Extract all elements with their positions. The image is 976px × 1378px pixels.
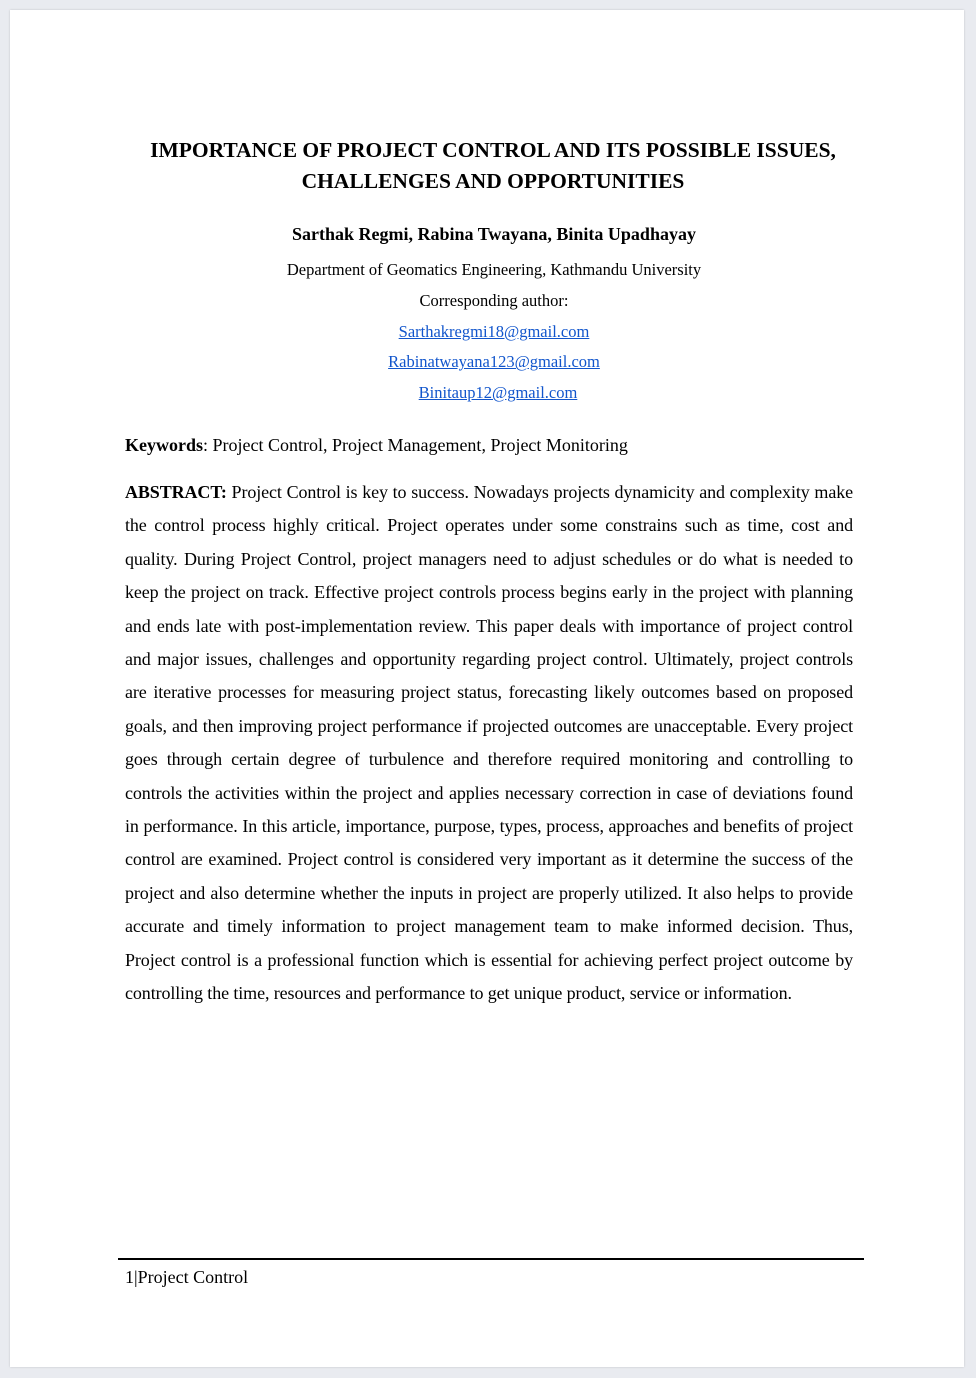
affiliation-block [10,255,964,409]
abstract-paragraph [125,476,853,1011]
document-page [10,10,964,1367]
email-link-3[interactable]: Binitaup12@gmail.com [418,383,578,403]
keywords-text: : Project Control, Project Management, Project Monitoring [203,435,628,455]
email-link-1[interactable]: Sarthakregmi18@gmail.com [398,321,590,341]
affiliation: Department of Geomatics Engineering, Kathmandu University [286,260,702,279]
paper-title-line-2: CHALLENGES AND OPPORTUNITIES [301,169,685,193]
paper-title-line-1: IMPORTANCE OF PROJECT CONTROL AND ITS POSSIBLE ISSUES, [150,138,836,162]
author-list: Sarthak Regmi, Rabina Twayana, Binita Upadhayay [292,224,696,244]
corresponding-author-label: Corresponding author: [419,290,569,310]
keywords-line [125,433,855,457]
abstract-label: ABSTRACT: [125,482,227,502]
paper-title [10,135,964,197]
footer-divider [118,1258,864,1260]
abstract-text: Project Control is key to success. Nowadays projects dynamicity and complexity make the control process highly critical. Project operates under some constrains such as time, cost and quality. During Project Control, project managers need to adjust schedules or do what is needed to keep the project on track. Effective project controls process begins early in the project with planning and ends late with post-implementation review. This paper deals with importance of project control and major issues, challenges and opportunity regarding project control. Ultimately, project controls are iterative processes for measuring project status, forecasting likely outcomes based on proposed goals, and then improving project performance if projected outcomes are unacceptable. Every project goes through certain degree of turbulence and therefore required monitoring and controlling to controls the activities within the project and applies necessary correction in case of deviations found in performance. In this article, importance, purpose, types, process, approaches and benefits of project control are examined. Project control is considered very important as it determine the success of the project and also determine whether the inputs in project are properly utilized. It also helps to provide accurate and timely information to project management team to make informed decision. Thus, Project control is a professional function which is essential for achieving perfect project outcome by controlling the time, resources and performance to get unique product, service or information. [125,482,853,1004]
keywords-label: Keywords [125,435,203,455]
email-link-2[interactable]: Rabinatwayana123@gmail.com [388,352,600,372]
page-footer: 1|Project Control [125,1267,249,1287]
